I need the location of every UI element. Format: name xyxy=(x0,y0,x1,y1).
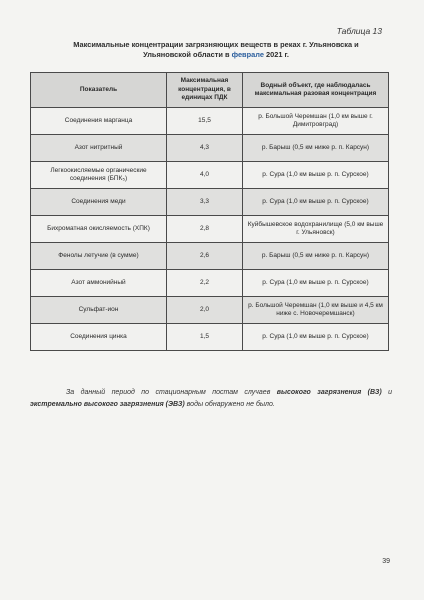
table-caption xyxy=(60,40,372,60)
cell-value: 2,6 xyxy=(167,243,243,270)
cell-location: р. Барыш (0,5 км ниже р. п. Карсун) xyxy=(243,243,389,270)
cell-location: Куйбышевское водохранилище (5,0 км выше г. Ульяновск) xyxy=(243,216,389,243)
table-row xyxy=(31,189,389,216)
table-row xyxy=(31,243,389,270)
cell-indicator: Сульфат-ион xyxy=(31,297,167,324)
cell-value: 4,3 xyxy=(167,135,243,162)
cell-value: 2,0 xyxy=(167,297,243,324)
cell-indicator: Соединения цинка xyxy=(31,324,167,351)
caption-text-start: Максимальные концентрации загрязняющих веществ в реках г. Ульяновска и Ульяновской области в xyxy=(73,40,359,59)
note-extreme-pollution: экстремально высокого загрязнения (ЭВЗ) xyxy=(30,401,185,409)
cell-location: р. Сура (1,0 км выше р. п. Сурское) xyxy=(243,162,389,189)
table-header-row xyxy=(31,73,389,108)
table-row xyxy=(31,135,389,162)
cell-location: р. Большой Черемшан (1,0 км выше г. Димитровград) xyxy=(243,108,389,135)
page-number: 39 xyxy=(382,558,390,565)
table-label: Таблица 13 xyxy=(336,26,382,36)
cell-indicator: Бихроматная окисляемость (ХПК) xyxy=(31,216,167,243)
cell-indicator: Соединения марганца xyxy=(31,108,167,135)
cell-location: р. Сура (1,0 км выше р. п. Сурское) xyxy=(243,270,389,297)
cell-value: 1,5 xyxy=(167,324,243,351)
cell-indicator: Легкоокисляемые органические соединения (БПК₅) xyxy=(31,162,167,189)
cell-value: 2,8 xyxy=(167,216,243,243)
header-water-body: Водный объект, где наблюдалась максимальная разовая концентрация xyxy=(243,73,389,108)
note-high-pollution: высокого загрязнения (ВЗ) xyxy=(276,389,382,396)
cell-location: р. Сура (1,0 км выше р. п. Сурское) xyxy=(243,189,389,216)
cell-indicator: Соединения меди xyxy=(31,189,167,216)
table-row xyxy=(31,108,389,135)
caption-text-end: 2021 г. xyxy=(263,49,289,59)
table-row xyxy=(31,162,389,189)
cell-location: р. Барыш (0,5 км ниже р. п. Карсун) xyxy=(243,135,389,162)
cell-indicator: Азот нитритный xyxy=(31,135,167,162)
cell-value: 3,3 xyxy=(167,189,243,216)
table-row xyxy=(31,297,389,324)
cell-indicator: Фенолы летучие (в сумме) xyxy=(31,243,167,270)
table-row xyxy=(31,324,389,351)
table-row xyxy=(31,270,389,297)
header-indicator: Показатель xyxy=(31,73,167,108)
cell-location: р. Большой Черемшан (1,0 км выше и 4,5 км ниже с. Новочеремшанск) xyxy=(243,297,389,324)
table-row xyxy=(31,216,389,243)
note-text: За данный период по стационарным постам случаев xyxy=(66,389,277,396)
cell-value: 15,5 xyxy=(167,108,243,135)
cell-indicator: Азот аммонийный xyxy=(31,270,167,297)
summary-note xyxy=(30,387,392,412)
cell-location: р. Сура (1,0 км выше р. п. Сурское) xyxy=(243,324,389,351)
header-max-concentration: Максимальная концентрация, в единицах ПДК xyxy=(167,73,243,108)
caption-month: феврале xyxy=(231,49,264,59)
cell-value: 4,0 xyxy=(167,162,243,189)
cell-value: 2,2 xyxy=(167,270,243,297)
note-text: и xyxy=(381,389,393,396)
note-text: воды обнаружено не было. xyxy=(184,401,275,409)
concentration-table xyxy=(30,72,389,351)
